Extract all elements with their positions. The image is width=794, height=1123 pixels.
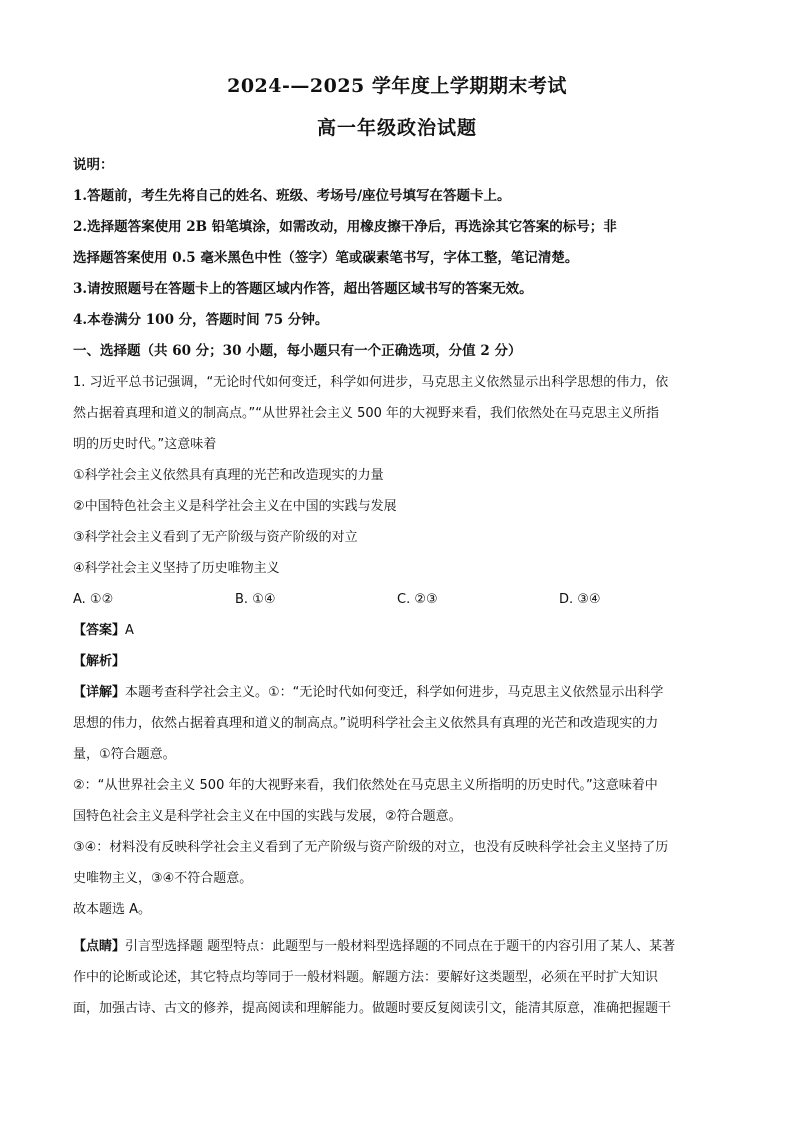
conclusion-line: 故本题选 A。 — [73, 902, 152, 917]
detail-line: 思想的伟力，依然占据着真理和道义的制高点。”说明科学社会主义依然具有真理的光芒和改造现实的力 — [73, 716, 659, 731]
answer-options — [73, 584, 723, 615]
section-heading: 一、选择题（共 60 分；30 小题，每小题只有一个正确选项，分值 2 分） — [73, 343, 522, 359]
analysis-tag: 【解析】 — [73, 654, 126, 669]
detail-tag: 【详解】 — [73, 685, 126, 700]
instructions-label: 说明： — [73, 157, 114, 173]
tips-text: 引言型选择题 题型特点：此题型与一般材料型选择题的不同点在于题干的内容引用了某人、某著 — [125, 939, 676, 954]
tips-line: 作中的论断或论述，其它特点均等同于一般材料题。解题方法：要解好这类题型，必须在平时扩大知识 — [73, 970, 659, 985]
statement-item: ①科学社会主义依然具有真理的光芒和改造现实的力量 — [73, 468, 384, 483]
instruction-item: 4.本卷满分 100 分，答题时间 75 分钟。 — [73, 312, 329, 328]
detail-text: 本题考查科学社会主义。①：“无论时代如何变迁，科学如何进步，马克思主义依然显示出科学 — [125, 685, 664, 700]
detail-line — [73, 677, 723, 708]
question-stem: 然占据着真理和道义的制高点。”“从世界社会主义 500 年的大视野来看，我们依然处在马克思主义所指 — [73, 406, 660, 421]
detail-line: ②：“从世界社会主义 500 年的大视野来看，我们依然处在马克思主义所指明的历史时代。”这意味着中 — [73, 778, 658, 793]
detail-line: 国特色社会主义是科学社会主义在中国的实践与发展，②符合题意。 — [73, 809, 462, 824]
exam-title: 2024-—2025 学年度上学期期末考试 — [227, 75, 567, 97]
option-c: C. ②③ — [397, 592, 438, 607]
instruction-item: 3.请按照题号在答题卡上的答题区域内作答，超出答题区域书写的答案无效。 — [73, 281, 533, 297]
detail-line: ③④：材料没有反映科学社会主义看到了无产阶级与资产阶级的对立，也没有反映科学社会主义坚持了历 — [73, 840, 669, 855]
detail-line: 量，①符合题意。 — [73, 747, 176, 762]
option-b: B. ①④ — [235, 592, 276, 607]
statement-item: ④科学社会主义坚持了历史唯物主义 — [73, 561, 280, 576]
tips-line — [73, 931, 723, 962]
question-stem: 明的历史时代。”这意味着 — [73, 437, 217, 452]
question-stem: 1. 习近平总书记强调，“无论时代如何变迁，科学如何进步，马克思主义依然显示出科学思想的伟力，依 — [73, 375, 669, 390]
answer-line — [73, 615, 723, 646]
statement-item: ③科学社会主义看到了无产阶级与资产阶级的对立 — [73, 530, 358, 545]
tips-line: 面，加强古诗、古文的修养，提高阅读和理解能力。做题时要反复阅读引文，能清其原意，准确把握题干 — [73, 1001, 672, 1016]
option-a: A. ①② — [73, 592, 114, 607]
tips-tag: 【点睛】 — [73, 939, 126, 954]
instruction-item: 选择题答案使用 0.5 毫米黑色中性（签字）笔或碳素笔书写，字体工整，笔记清楚。 — [73, 250, 579, 266]
instruction-item: 1.答题前，考生先将自己的姓名、班级、考场号/座位号填写在答题卡上。 — [73, 188, 511, 204]
instruction-item: 2.选择题答案使用 2B 铅笔填涂，如需改动，用橡皮擦干净后，再选涂其它答案的标号；非 — [73, 219, 617, 235]
exam-content — [73, 150, 723, 1024]
answer-value: A — [125, 623, 134, 638]
exam-subtitle: 高一年级政治试题 — [316, 117, 477, 139]
option-d: D. ③④ — [559, 592, 601, 607]
answer-tag: 【答案】 — [73, 623, 126, 638]
statement-item: ②中国特色社会主义是科学社会主义在中国的实践与发展 — [73, 499, 397, 514]
detail-line: 史唯物主义，③④不符合题意。 — [73, 871, 253, 886]
